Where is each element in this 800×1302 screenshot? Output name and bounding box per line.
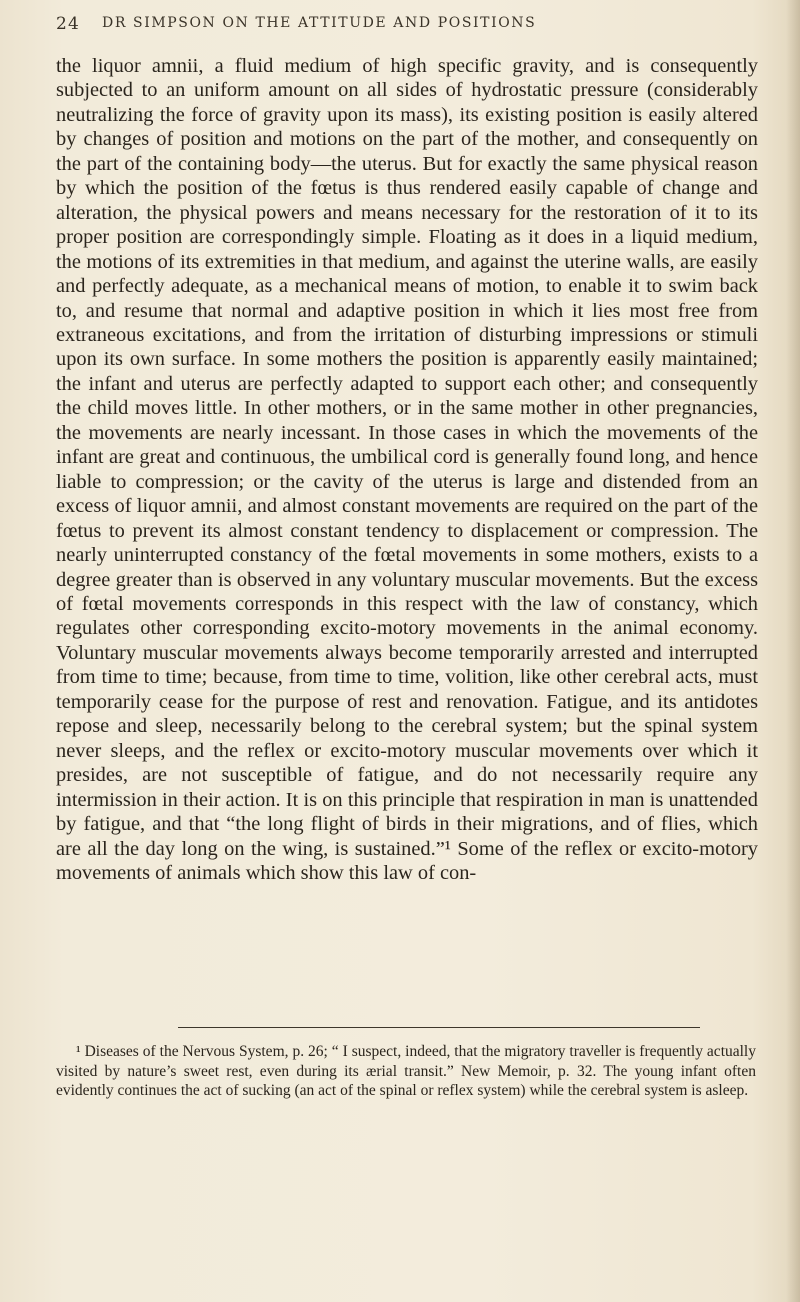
page-header <box>56 14 746 38</box>
footnote-divider <box>178 1027 700 1028</box>
body-paragraph: the liquor amnii, a fluid medium of high specific gravity, and is consequently subjected to an uniform amount on all sides of hydrostatic pressure (considerably neutralizing the force of gravity upon its mass), its existing position is easily altered by changes of position and motions on the part of the mother, and consequently on the part of the containing body—the uterus. But for exactly the same physical reason by which the position of the fœtus is thus rendered easily capable of change and alteration, the physical powers and means necessary for the restoration of it to its proper position are correspondingly simple. Floating as it does in a liquid medium, the motions of its extremities in that medium, and against the uterine walls, are easily and perfectly adequate, as a mechanical means of motion, to enable it to swim back to, and resume that normal and adaptive position in which it lies most free from extraneous excitations, and from the irritation of disturbing impressions or stimuli upon its own surface. In some mothers the position is apparently easily maintained; the infant and uterus are perfectly adapted to support each other; and consequently the child moves little. In other mothers, or in the same mother in other pregnancies, the movements are nearly incessant. In those cases in which the movements of the infant are great and continuous, the umbilical cord is generally found long, and hence liable to compression; or the cavity of the uterus is large and distended from an excess of liquor amnii, and almost constant movements are required on the part of the fœtus to prevent its almost constant tendency to displacement or compression. The nearly uninterrupted constancy of the fœtal movements in some mothers, exists to a degree greater than is observed in any voluntary muscular movements. But the excess of fœtal movements corresponds in this respect with the law of constancy, which regulates other corresponding excito-motory movements in the animal economy. Voluntary muscular movements always become temporarily arrested and interrupted from time to time; because, from time to time, volition, like other cerebral acts, must temporarily cease for the purpose of rest and renovation. Fatigue, and its antidotes repose and sleep, necessarily belong to the cerebral system; but the spinal system never sleeps, and the reflex or excito-motory muscular movements over which it presides, are not susceptible of fatigue, and do not necessarily require any intermission in their action. It is on this principle that respiration in man is unattended by fatigue, and that “the long flight of birds in their migrations, and of flies, which are all the day long on the wing, is sustained.”¹ Some of the reflex or excito-motory movements of animals which show this law of con- <box>56 55 758 884</box>
footnote: ¹ Diseases of the Nervous System, p. 26; “ I suspect, indeed, that the migratory traveller is frequently actually visited by nature’s sweet rest, even during its ærial transit.” New Memoir, p. 32. The young infant often evidently continues the act of sucking (an act of the spinal or reflex system) while the cerebral system is asleep. <box>56 1043 756 1099</box>
page-edge-shadow <box>786 0 800 1302</box>
page-number: 24 <box>56 14 81 34</box>
running-head: DR SIMPSON ON THE ATTITUDE AND POSITIONS <box>102 15 537 31</box>
